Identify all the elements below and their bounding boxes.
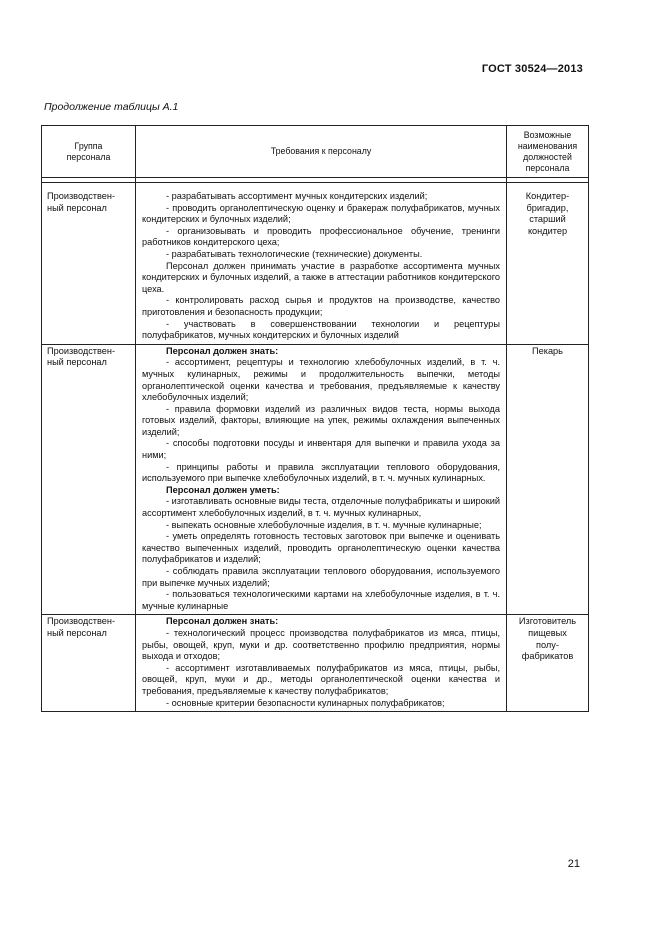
requirements-cell bbox=[136, 615, 507, 712]
table-row bbox=[42, 183, 589, 345]
group-cell bbox=[42, 615, 136, 712]
requirement-heading: Персонал должен уметь: bbox=[166, 484, 280, 495]
header-line: персонала bbox=[525, 162, 570, 173]
requirement-item: - пользоваться технологическими картами на хлебобулочные изделия, в т. ч. мучные кулинарные bbox=[142, 589, 500, 611]
group-line: ный персонал bbox=[47, 357, 107, 368]
requirement-item: - проводить органолептическую оценку и бракераж полуфабрикатов, мучных кондитерских и булочных изделий; bbox=[142, 202, 500, 225]
header-position-names bbox=[507, 126, 589, 178]
position-line: пищевых bbox=[528, 627, 567, 638]
header-personnel-group bbox=[42, 126, 136, 178]
page-number: 21 bbox=[567, 858, 580, 870]
requirement-item: - уметь определять готовность тестовых заготовок при выпечке и оценивать качество выпеченных изделий, проводить органолептическую оценки качества полуфабрикатов и изделий; bbox=[142, 531, 500, 565]
requirement-item: - основные критерии безопасности кулинарных полуфабрикатов; bbox=[166, 697, 445, 708]
header-line: персонала bbox=[66, 151, 111, 162]
personnel-requirements-table bbox=[41, 125, 589, 712]
header-line: Требования к персоналу bbox=[270, 146, 372, 156]
header-line: Возможные bbox=[523, 129, 572, 140]
requirement-item: - способы подготовки посуды и инвентаря для выпечки и правила ухода за ними; bbox=[142, 438, 500, 461]
position-line: бригадир, bbox=[526, 202, 569, 213]
group-line: Производствен- bbox=[47, 616, 116, 627]
group-line: ный персонал bbox=[47, 202, 107, 213]
requirement-item: - организовывать и проводить профессиональное обучение, тренинги работников кондитерского цеха; bbox=[142, 225, 500, 248]
requirements-cell bbox=[136, 183, 507, 345]
position-line: полу- bbox=[536, 639, 559, 650]
requirement-item: - разрабатывать ассортимент мучных кондитерских изделий; bbox=[166, 191, 428, 201]
position-line: кондитер bbox=[527, 225, 568, 236]
group-cell bbox=[42, 183, 136, 345]
header-line: наименования bbox=[517, 140, 578, 151]
group-line: Производствен- bbox=[47, 345, 116, 356]
group-cell bbox=[42, 344, 136, 615]
requirement-item: - разрабатывать технологические (технические) документы. bbox=[166, 248, 423, 259]
requirement-heading: Персонал должен знать: bbox=[166, 345, 279, 356]
requirement-item: - принципы работы и правила эксплуатации теплового оборудования, используемого при выпечке хлебобулочных изделий, в т. ч. мучных кулинарных. bbox=[142, 461, 500, 484]
requirement-item: - контролировать расход сырья и продуктов на производстве, качество приготовления и безопасность продукции; bbox=[142, 295, 500, 317]
requirements-cell bbox=[136, 344, 507, 615]
position-line: Кондитер- bbox=[525, 191, 570, 201]
header-line: должностей bbox=[523, 151, 572, 162]
position-line: Изготовитель bbox=[518, 616, 577, 627]
requirement-item: - правила формовки изделий из различных видов теста, нормы выхода готовых изделий, факторы, влияющие на упек, режимы охлаждения выпеченных изделий; bbox=[142, 403, 500, 437]
requirement-item: Персонал должен принимать участие в разработке ассортимента мучных кондитерских и булочных изделий, а также в аттестации работников кондитерского цеха. bbox=[142, 260, 500, 294]
group-line: ный персонал bbox=[47, 627, 107, 638]
requirement-item: - изготавливать основные виды теста, отделочные полуфабрикаты и широкий ассортимент хлебобулочных изделий, в т. ч. мучных кулинарных, bbox=[142, 496, 500, 519]
requirement-item: - соблюдать правила эксплуатации теплового оборудования, используемого при выпечке мучных изделий; bbox=[142, 566, 500, 588]
requirement-item: - технологический процесс производства полуфабрикатов из мяса, птицы, рыбы, овощей, круп, муки и др. соответственно профилю предприятия, нормы выхода и отходов; bbox=[142, 627, 500, 662]
position-cell bbox=[507, 183, 589, 345]
group-line: Производствен- bbox=[47, 191, 116, 201]
requirement-item: - участвовать в совершенствовании технологии и рецептуры полуфабрикатов, мучных кондитерских и булочных изделий bbox=[142, 318, 500, 341]
requirement-item: - ассортимент, рецептуры и технологию хлебобулочных изделий, в т. ч. мучных кулинарных, режимы и продолжительность выпечки, методы органолептической оценки качества и требования, предъявляемые к качеству хлебобулочных изделий; bbox=[142, 357, 500, 403]
position-line: Пекарь bbox=[532, 345, 563, 356]
table-caption: Продолжение таблицы А.1 bbox=[44, 101, 179, 113]
position-cell bbox=[507, 615, 589, 712]
header-line: Группа bbox=[74, 140, 103, 151]
table-row bbox=[42, 344, 589, 615]
requirement-item: - выпекать основные хлебобулочные изделия, в т. ч. мучные кулинарные; bbox=[166, 519, 482, 530]
requirement-heading: Персонал должен знать: bbox=[166, 616, 279, 627]
header-requirements bbox=[136, 126, 507, 178]
position-cell bbox=[507, 344, 589, 615]
requirement-item: - ассортимент изготавливаемых полуфабрикатов из мяса, птицы, рыбы, овощей, круп, муки и др., методы органолептической оценки качества и требования, предъявляемые к качеству полуфабрикатов; bbox=[142, 662, 500, 696]
position-line: старший bbox=[529, 214, 566, 225]
standard-code: ГОСТ 30524—2013 bbox=[481, 63, 583, 75]
position-line: фабрикатов bbox=[521, 651, 574, 662]
table-row bbox=[42, 615, 589, 712]
